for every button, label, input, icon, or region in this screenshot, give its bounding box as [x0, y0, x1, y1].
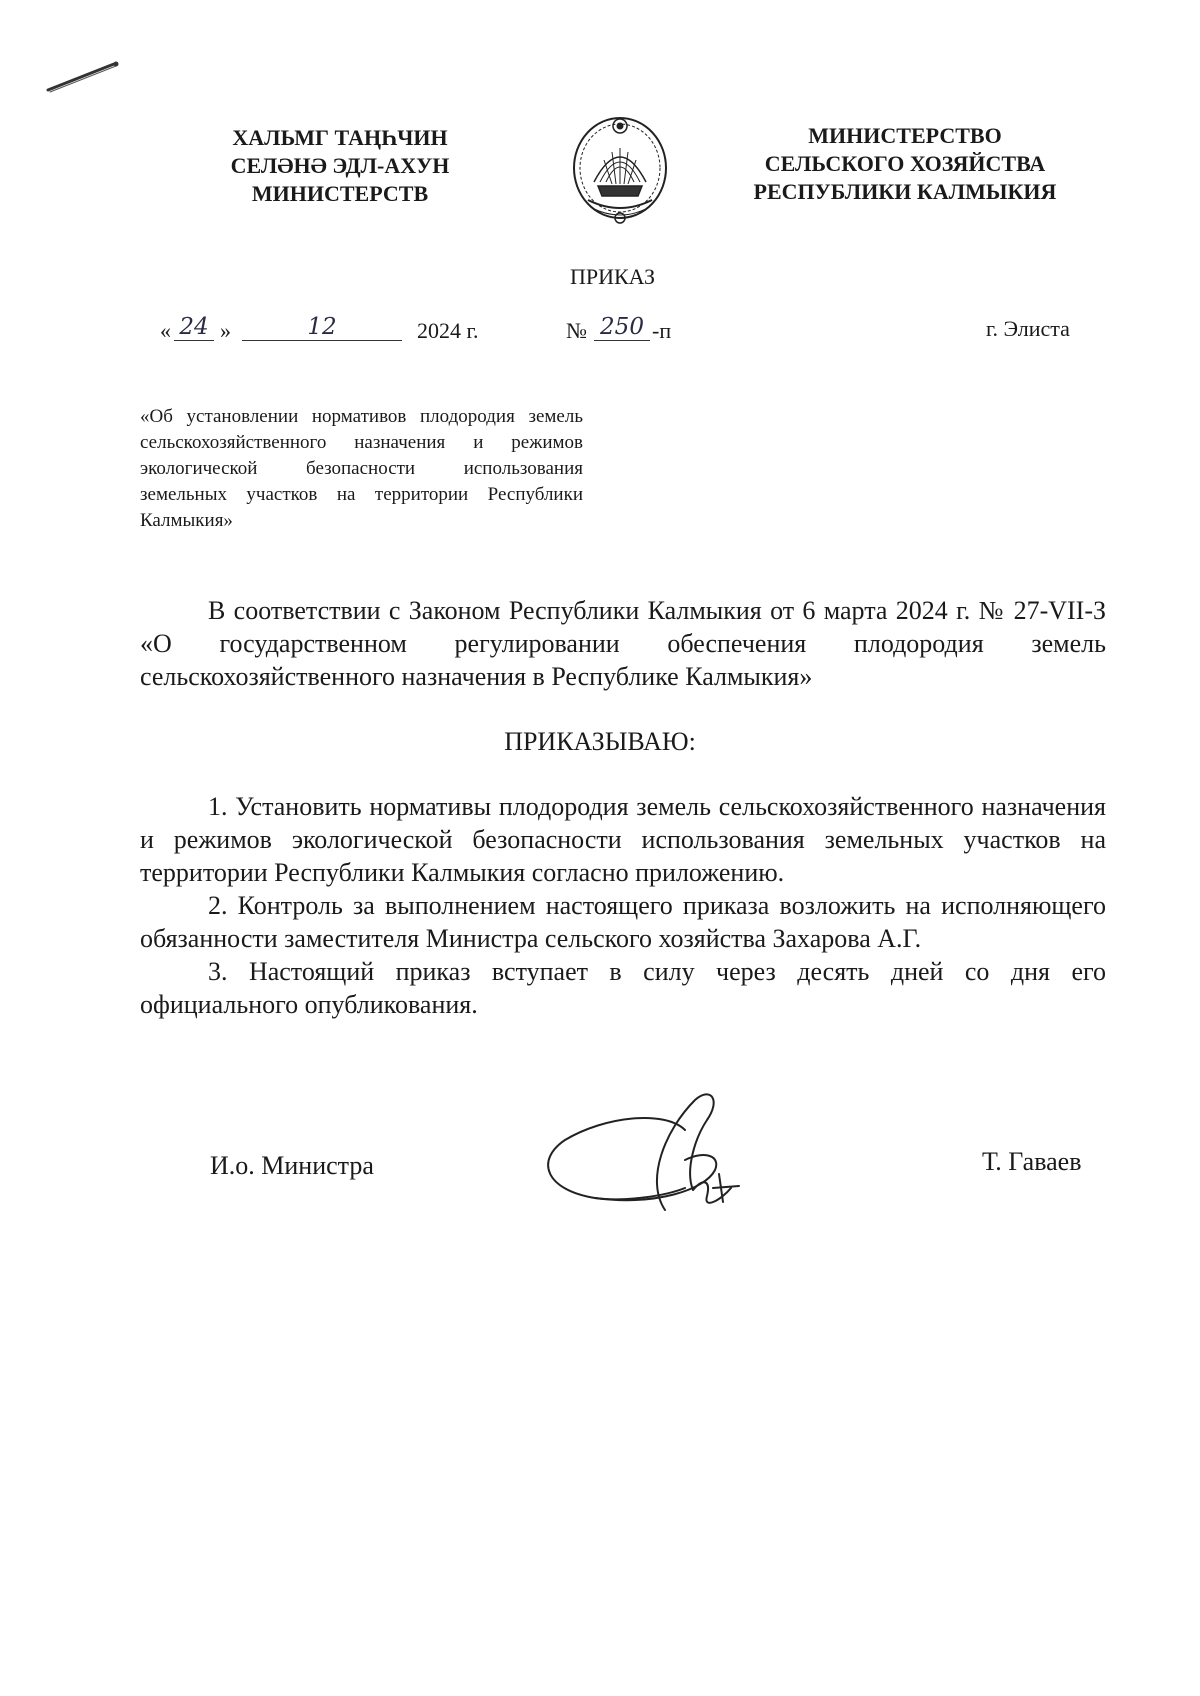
order-point: 1. Установить нормативы плодородия земель сельскохозяйственного назначения и режимов экологической безопасности использования земельных участков на территории Республики Калмыкия согласно приложению. [140, 792, 1106, 887]
date-number-line [160, 314, 1080, 352]
header-left-line: ХАЛЬМГ ТАҢҺЧИН [232, 125, 448, 150]
document-type-title: ПРИКАЗ [570, 264, 656, 289]
header-left-ministry-name [175, 124, 505, 208]
date-close-quote: » [220, 318, 231, 343]
header-right-line: СЕЛЬСКОГО ХОЗЯЙСТВА [764, 151, 1046, 176]
signatory-role: И.о. Министра [210, 1151, 374, 1180]
order-subject: «Об установлении нормативов плодородия земель сельскохозяйственного назначения и режимов экологической безопасности использования земельных участков на территории Республики Калмыкия» [140, 406, 583, 531]
order-number-suffix: -п [652, 318, 672, 343]
order-point: 2. Контроль за выполнением настоящего приказа возложить на исполняющего обязанности заместителя Министра сельского хозяйства Захарова А.Г. [140, 891, 1106, 953]
header-right-line: МИНИСТЕРСТВО [808, 123, 1002, 148]
order-point: 3. Настоящий приказ вступает в силу через десять дней со дня его официального опубликования. [140, 957, 1106, 1019]
handwritten-signature [535, 1070, 765, 1250]
header-left-line: МИНИСТЕРСТВ [251, 181, 429, 206]
signatory-name: Т. Гаваев [982, 1147, 1082, 1176]
pen-stroke-mark [42, 56, 122, 96]
date-day: 24 [174, 314, 214, 341]
header-left-line: СЕЛӘНӘ ЭДЛ-АХУН [230, 153, 450, 178]
preamble-paragraph: В соответствии с Законом Республики Калмыкия от 6 марта 2024 г. № 27-VII-З «О государственном регулировании обеспечения плодородия земель сельскохозяйственного назначения в Республике Калмыкия» [140, 596, 1106, 691]
order-number: 250 [594, 314, 650, 341]
order-number-prefix: № [566, 318, 587, 343]
order-keyword: ПРИКАЗЫВАЮ: [504, 727, 696, 756]
city-name: г. Элиста [986, 316, 1070, 341]
date-open-quote: « [160, 318, 171, 343]
date-year: 2024 г. [417, 318, 479, 343]
kalmykia-coat-of-arms-icon [568, 112, 672, 230]
header-right-line: РЕСПУБЛИКИ КАЛМЫКИЯ [753, 179, 1057, 204]
order-points [140, 790, 1106, 1021]
header-right-ministry-name [705, 122, 1105, 206]
date-month: 12 [242, 314, 402, 341]
